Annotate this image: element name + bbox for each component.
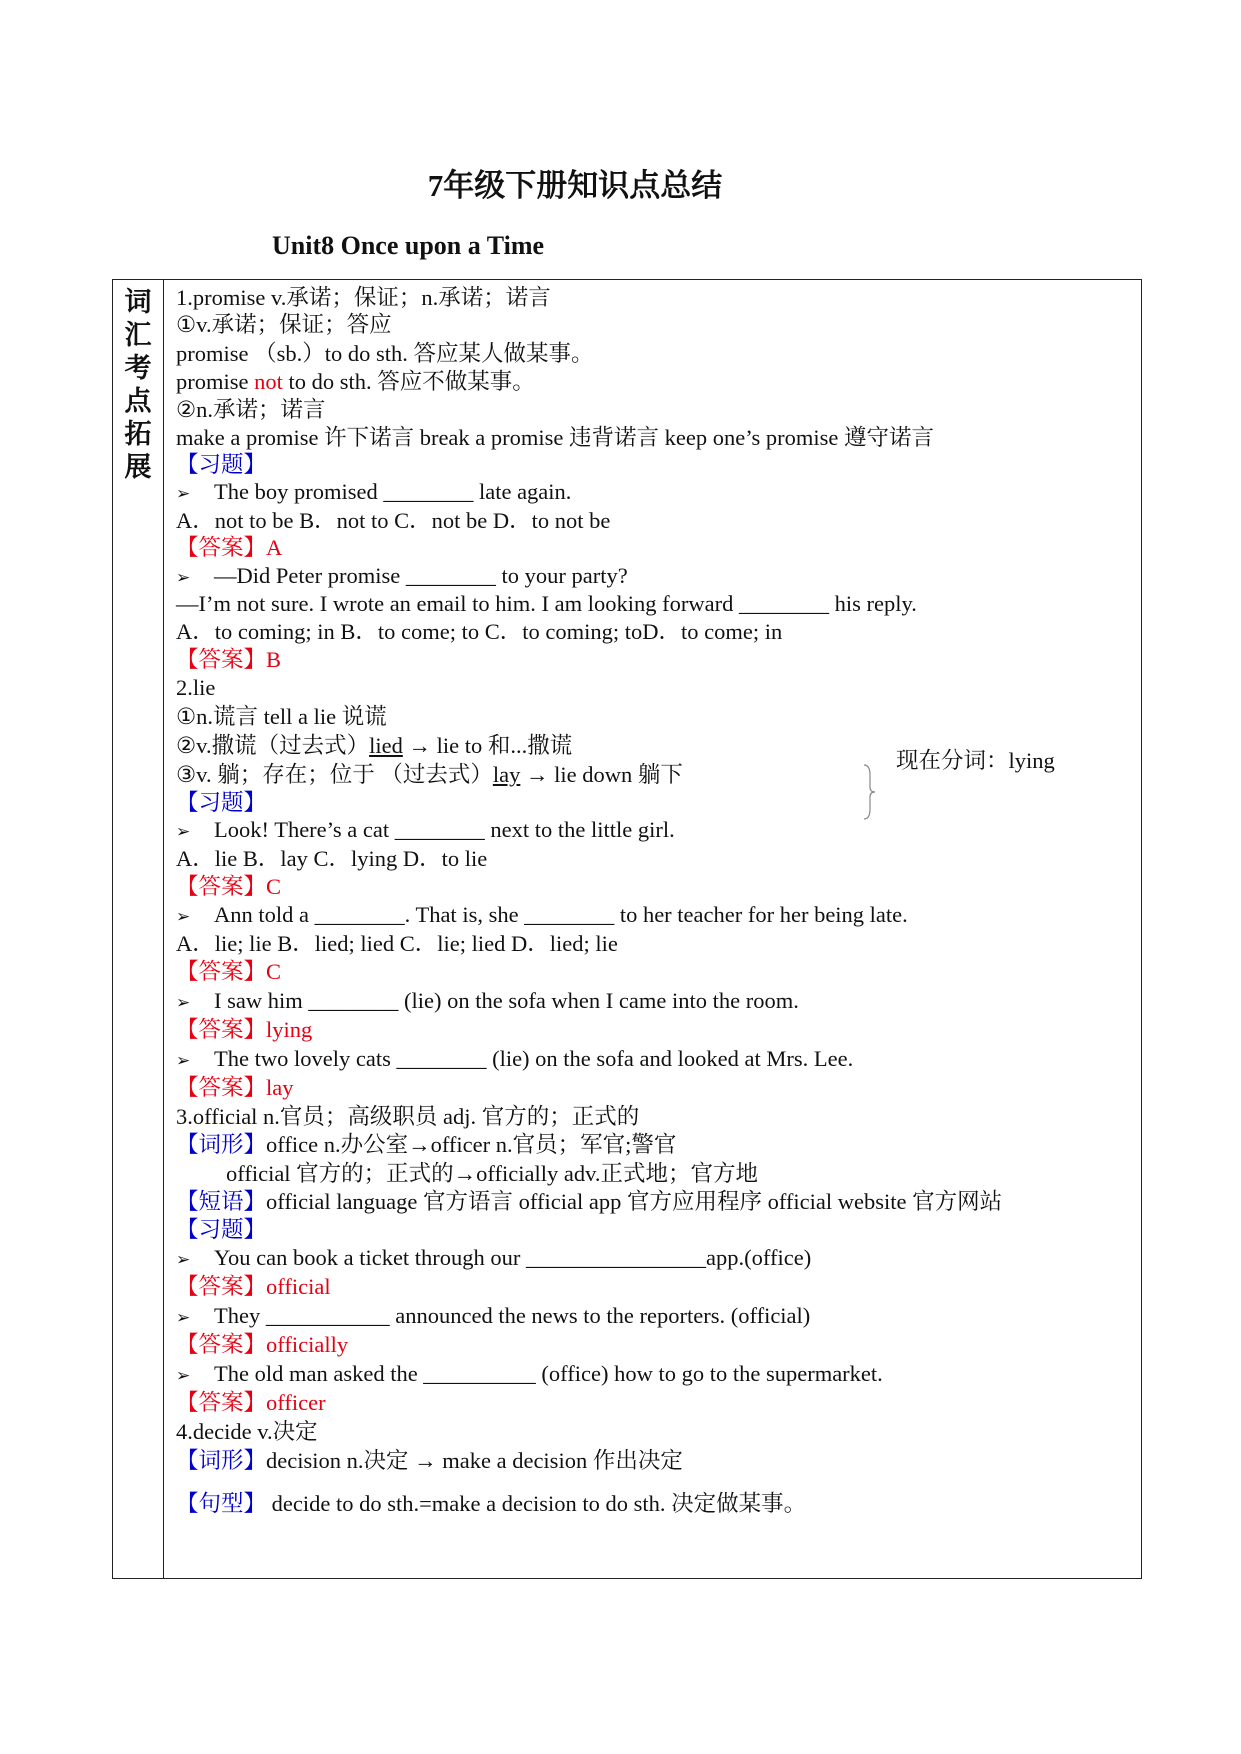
question-text: The boy promised ________ late again.	[214, 479, 572, 504]
answer-tag: 【答案】	[176, 1274, 267, 1299]
entry-line: ①v.承诺；保证；答应	[176, 312, 392, 337]
answer-text: official	[266, 1274, 331, 1299]
question-text: The two lovely cats ________ (lie) on the sofa and looked at Mrs. Lee.	[214, 1046, 854, 1071]
options: A．to coming; in B．to come; to C．to coming; toD．to come; in	[176, 619, 783, 644]
exercise-tag: 【习题】	[176, 452, 267, 477]
underlined-text: lied	[369, 733, 403, 758]
entry-line: 4.decide v.决定	[176, 1419, 318, 1444]
arrow-bullet-icon: ➢	[176, 993, 191, 1013]
question-cont: —I’m not sure. I wrote an email to him. I am looking forward ________ his reply.	[176, 591, 917, 616]
question	[176, 1046, 853, 1074]
entry-line	[176, 1189, 1002, 1215]
form-tag: 【词形】	[176, 1448, 267, 1473]
entry-line: 1.promise v.承诺；保证；n.承诺；诺言	[176, 285, 551, 310]
answer-tag: 【答案】	[176, 647, 267, 672]
arrow-bullet-icon: ➢	[176, 1308, 191, 1328]
entry-line	[176, 762, 683, 788]
brace-note: 现在分词：lying	[896, 748, 1055, 773]
vocab-table	[112, 279, 1142, 1579]
entry-line: official 官方的；正式的→officially adv.正式地；官方地	[226, 1161, 759, 1186]
arrow-bullet-icon: ➢	[176, 1366, 191, 1386]
entry-line: ①n.谎言 tell a lie 说谎	[176, 704, 387, 729]
text: ②v.撒谎（过去式）	[176, 733, 370, 758]
question-text: You can book a ticket through our ________________app.(office)	[214, 1245, 812, 1270]
entry-line	[176, 733, 572, 759]
entry-line: ②n.承诺；诺言	[176, 397, 326, 422]
question	[176, 817, 675, 845]
answer-text: C	[266, 959, 282, 984]
answer-tag: 【答案】	[176, 959, 267, 984]
exercise-tag: 【习题】	[176, 790, 267, 815]
side-char: 考	[124, 353, 152, 384]
text: promise	[176, 369, 255, 394]
answer-text: B	[266, 647, 282, 672]
entry-line: 3.official n.官员；高级职员 adj. 官方的；正式的	[176, 1104, 640, 1129]
question-text: I saw him ________ (lie) on the sofa when I came into the room.	[214, 988, 799, 1013]
exercise-tag: 【习题】	[176, 1217, 267, 1242]
options: A．not to be B．not to C．not be D．to not be	[176, 508, 611, 533]
arrow-bullet-icon: ➢	[176, 1250, 191, 1270]
highlight-text: not	[254, 369, 283, 394]
entry-line	[176, 1448, 683, 1474]
answer-text: lay	[266, 1075, 294, 1100]
text: official language 官方语言 official app 官方应用程序 official website 官方网站	[266, 1189, 1003, 1214]
side-char: 拓	[124, 419, 152, 450]
right-brace-icon	[862, 763, 876, 821]
arrow-bullet-icon: ➢	[176, 484, 191, 504]
text: office n.办公室→officer n.官员；军官;警官	[266, 1132, 677, 1157]
text: → lie to 和...撒谎	[402, 733, 573, 758]
arrow-bullet-icon: ➢	[176, 822, 191, 842]
question-text: They ___________ announced the news to the reporters. (official)	[214, 1303, 811, 1328]
side-char: 点	[124, 386, 152, 417]
side-char: 展	[124, 452, 152, 483]
answer	[176, 959, 281, 985]
pattern-tag: 【句型】	[176, 1491, 267, 1516]
answer-text: A	[266, 535, 283, 560]
answer	[176, 535, 282, 561]
question	[176, 1245, 811, 1273]
answer	[176, 1332, 348, 1358]
text: decide to do sth.=make a decision to do sth. 决定做某事。	[266, 1491, 807, 1516]
answer-tag: 【答案】	[176, 874, 267, 899]
answer	[176, 1390, 326, 1416]
entry-line: make a promise 许下诺言 break a promise 违背诺言 keep one’s promise 遵守诺言	[176, 425, 934, 450]
form-tag: 【词形】	[176, 1132, 267, 1157]
question-text: The old man asked the __________ (office) how to go to the supermarket.	[214, 1361, 883, 1386]
text: decision n.决定 → make a decision 作出决定	[266, 1448, 683, 1473]
question	[176, 902, 908, 930]
answer-tag: 【答案】	[176, 1332, 267, 1357]
answer	[176, 647, 281, 673]
side-char: 词	[124, 287, 152, 318]
question-text: Ann told a ________. That is, she ________ to her teacher for her being late.	[214, 902, 908, 927]
underlined-text: lay	[492, 762, 521, 787]
question	[176, 1361, 883, 1389]
entry-line: promise （sb.）to do sth. 答应某人做某事。	[176, 341, 594, 366]
options: A．lie; lie B．lied; lied C．lie; lied D．lied; lie	[176, 931, 618, 956]
arrow-bullet-icon: ➢	[176, 568, 191, 588]
side-char: 汇	[124, 320, 152, 351]
answer-text: C	[266, 874, 282, 899]
answer	[176, 874, 281, 900]
text: → lie down 躺下	[520, 762, 683, 787]
answer-tag: 【答案】	[176, 535, 267, 560]
answer-tag: 【答案】	[176, 1017, 267, 1042]
arrow-bullet-icon: ➢	[176, 1051, 191, 1071]
question-text: Look! There’s a cat ________ next to the little girl.	[214, 817, 675, 842]
unit-heading: Unit8 Once upon a Time	[272, 231, 545, 260]
text: to do sth. 答应不做某事。	[282, 369, 535, 394]
page-title: 7年级下册知识点总结	[427, 168, 723, 203]
entry-line: 2.lie	[176, 675, 216, 700]
question	[176, 1303, 810, 1331]
entry-line	[176, 369, 535, 395]
question-text: —Did Peter promise ________ to your party?	[214, 563, 628, 588]
answer	[176, 1075, 294, 1101]
question	[176, 479, 571, 507]
options: A．lie B．lay C．lying D．to lie	[176, 846, 488, 871]
answer-text: lying	[266, 1017, 313, 1042]
side-label-column	[113, 280, 164, 1578]
answer	[176, 1017, 312, 1043]
text: ③v. 躺；存在；位于 （过去式）	[176, 762, 493, 787]
arrow-bullet-icon: ➢	[176, 907, 191, 927]
answer-tag: 【答案】	[176, 1390, 267, 1415]
answer-tag: 【答案】	[176, 1075, 267, 1100]
question	[176, 563, 628, 591]
entry-line	[176, 1132, 676, 1158]
entry-line	[176, 1491, 806, 1517]
answer-text: officially	[266, 1332, 349, 1357]
phrase-tag: 【短语】	[176, 1189, 267, 1214]
question	[176, 988, 799, 1016]
answer-text: officer	[266, 1390, 326, 1415]
side-label	[113, 280, 163, 484]
answer	[176, 1274, 331, 1300]
